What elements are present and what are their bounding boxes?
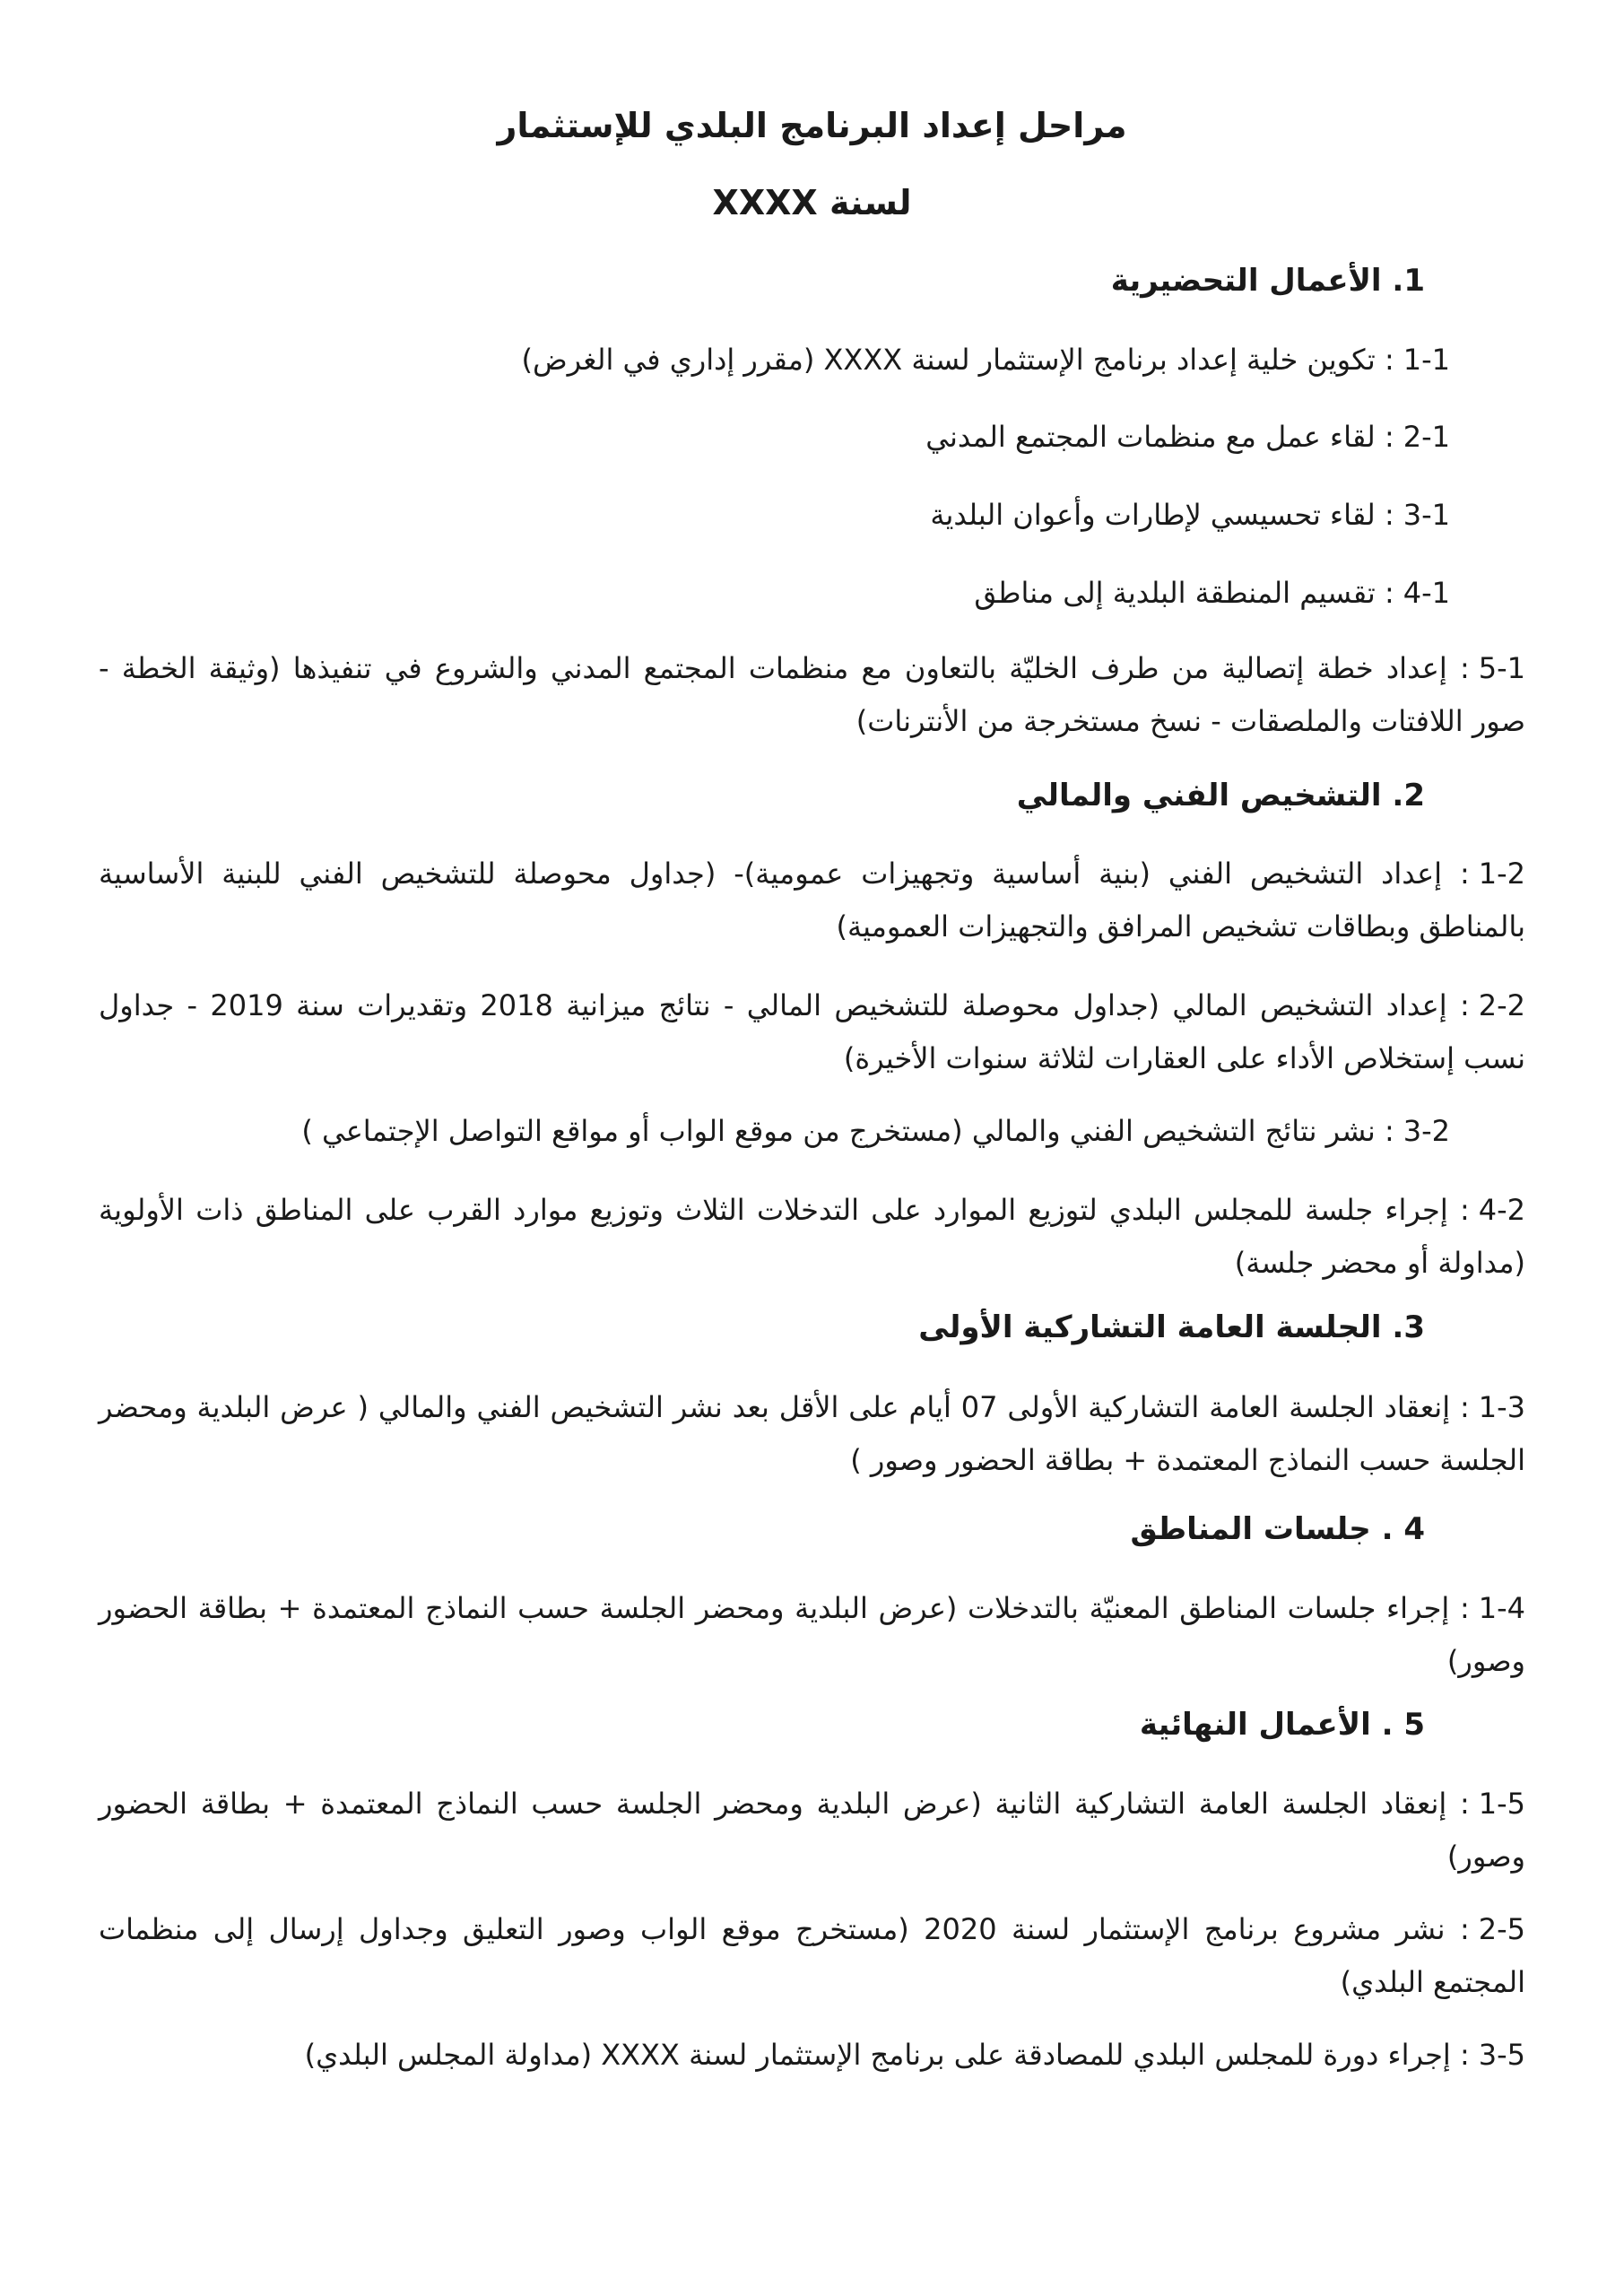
- item-number: 3-2: [1403, 1114, 1450, 1148]
- document-subtitle-year: لسنة XXXX: [712, 183, 912, 222]
- list-item: [99, 979, 1525, 1085]
- item-text: : تكوين خلية إعداد برنامج الإستثمار لسنة XXXX (مقرر إداري في الغرض): [521, 343, 1394, 377]
- document-title: مراحل إعداد البرنامج البلدي للإستثمار: [497, 106, 1127, 145]
- list-item: [99, 1582, 1525, 1688]
- list-item: [99, 1778, 1525, 1883]
- item-text: : إجراء دورة للمجلس البلدي للمصادقة على برنامج الإستثمار لسنة XXXX (مداولة المجلس البلدي): [304, 2038, 1470, 2072]
- item-number: 1-3: [1478, 1390, 1526, 1424]
- list-item: [99, 2029, 1525, 2082]
- section-heading-zone-sessions: 4 . جلسات المناطق: [1130, 1511, 1425, 1547]
- item-text: : إعداد التشخيص الفني (بنية أساسية وتجهيزات عمومية)- (جداول محوصلة للتشخيص الفني للبنية الأساسية بالمناطق وبطاقات تشخيص المرافق والتجهيزات العمومية): [99, 857, 1525, 944]
- item-text: : إنعقاد الجلسة العامة التشاركية الثانية (عرض البلدية ومحضر الجلسة حسب النماذج المعتمدة + بطاقة الحضور وصور): [99, 1787, 1525, 1874]
- item-text: : نشر مشروع برنامج الإستثمار لسنة 2020 (مستخرج موقع الواب وصور التعليق وجداول إرسال إلى منظمات المجتمع البلدي): [99, 1912, 1525, 1999]
- list-item: [99, 1903, 1525, 2009]
- item-text: : إعداد خطة إتصالية من طرف الخليّة بالتعاون مع منظمات المجتمع المدني والشروع في تنفيذها (وثيقة الخطة - صور اللافتات والملصقات - نسخ مستخرجة من الأنترنات): [99, 651, 1525, 738]
- list-item: [99, 489, 1525, 542]
- list-item: [99, 411, 1525, 464]
- list-item: [99, 1184, 1525, 1290]
- section-heading-preparatory-works: 1. الأعمال التحضيرية: [1110, 263, 1425, 299]
- item-text: : نشر نتائج التشخيص الفني والمالي (مستخرج من موقع الواب أو مواقع التواصل الإجتماعي ): [301, 1114, 1394, 1148]
- item-number: 1-2: [1478, 857, 1525, 891]
- item-number: 3-1: [1403, 498, 1450, 532]
- item-text: : إعداد التشخيص المالي (جداول محوصلة للتشخيص المالي - نتائج ميزانية 2018 وتقديرات سنة 2019 - جداول نسب إستخلاص الأداء على العقارات لثلاثة سنوات الأخيرة): [99, 988, 1525, 1075]
- item-text: : إجراء جلسات المناطق المعنيّة بالتدخلات (عرض البلدية ومحضر الجلسة حسب النماذج المعتمدة + بطاقة الحضور وصور): [99, 1591, 1525, 1678]
- list-item: [99, 1105, 1525, 1158]
- list-item: [99, 642, 1525, 748]
- item-number: 2-5: [1478, 1912, 1526, 1946]
- item-text: : إنعقاد الجلسة العامة التشاركية الأولى 07 أيام على الأقل بعد نشر التشخيص الفني والمالي ( عرض البلدية ومحضر الجلسة حسب النماذج المعتمدة + بطاقة الحضور وصور ): [99, 1390, 1525, 1477]
- item-number: 4-1: [1403, 576, 1450, 610]
- section-heading-final-works: 5 . الأعمال النهائية: [1139, 1707, 1425, 1743]
- list-item: [99, 567, 1525, 620]
- section-heading-first-general-session: 3. الجلسة العامة التشاركية الأولى: [918, 1309, 1425, 1345]
- item-text: : لقاء تحسيسي لإطارات وأعوان البلدية: [930, 498, 1394, 532]
- item-text: : لقاء عمل مع منظمات المجتمع المدني: [925, 420, 1394, 454]
- item-number: 5-1: [1478, 651, 1525, 685]
- list-item: [99, 334, 1525, 387]
- item-number: 1-1: [1403, 343, 1450, 377]
- item-number: 2-2: [1478, 988, 1526, 1022]
- item-number: 3-5: [1478, 2038, 1525, 2072]
- item-text: : تقسيم المنطقة البلدية إلى مناطق: [974, 576, 1394, 610]
- item-number: 1-5: [1478, 1787, 1525, 1821]
- item-number: 4-2: [1478, 1193, 1525, 1227]
- item-number: 2-1: [1403, 420, 1450, 454]
- section-heading-technical-financial-diagnosis: 2. التشخيص الفني والمالي: [1016, 778, 1425, 813]
- list-item: [99, 848, 1525, 953]
- item-number: 1-4: [1478, 1591, 1525, 1625]
- list-item: [99, 1381, 1525, 1487]
- item-text: : إجراء جلسة للمجلس البلدي لتوزيع الموارد على التدخلات الثلاث وتوزيع موارد القرب على المناطق ذات الأولوية (مداولة أو محضر جلسة): [99, 1193, 1525, 1280]
